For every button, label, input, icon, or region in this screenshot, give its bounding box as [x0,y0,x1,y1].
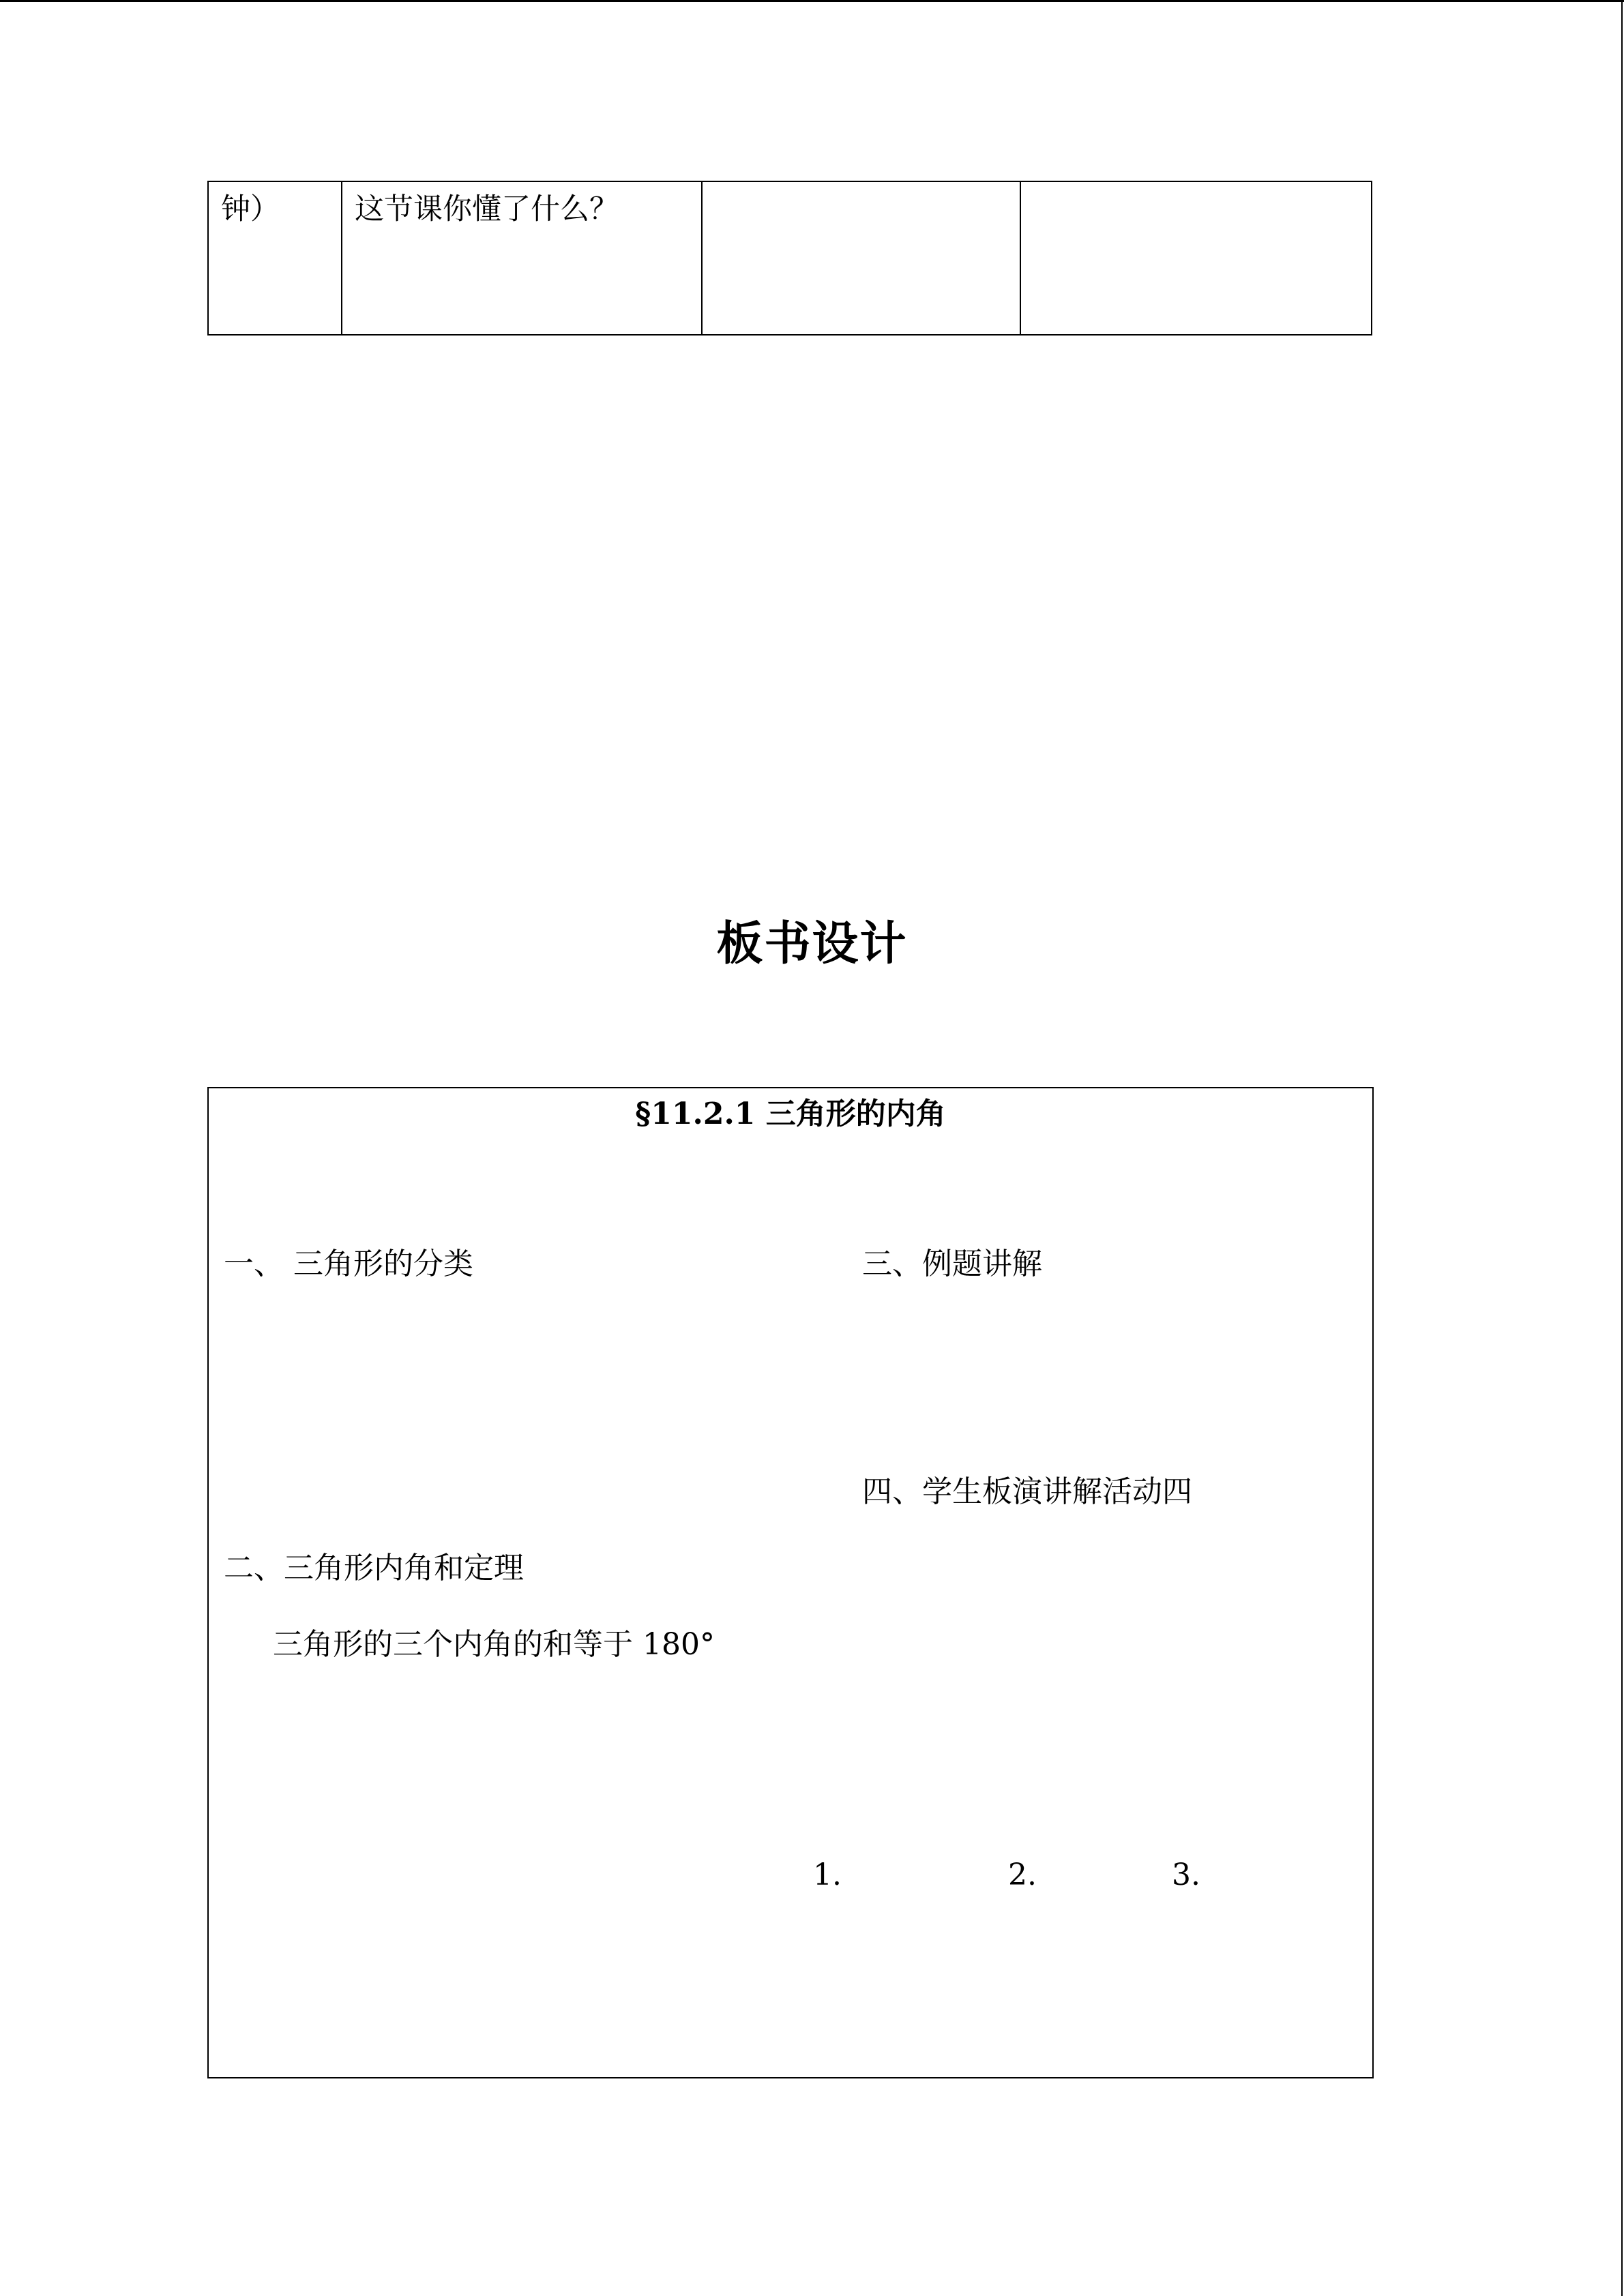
page-top-rule [0,0,1624,2]
table-cell-empty [702,181,1020,335]
board-number-item: 1. [813,1858,842,1892]
table-cell-question: 这节课你懂了什么？ [342,181,702,335]
board-section-classification: 一、 三角形的分类 [224,1247,473,1281]
board-number-item: 3. [1172,1858,1200,1892]
section-heading: 板书设计 [716,916,908,971]
board-number-item: 2. [1008,1858,1037,1892]
table-cell-empty [1020,181,1372,335]
page-right-rule [1621,0,1623,2296]
table-cell-time: 钟） [208,181,342,335]
board-section-examples: 三、例题讲解 [862,1247,1042,1281]
board-section-angle-sum: 二、三角形内角和定理 [224,1551,524,1585]
board-section-student-practice: 四、学生板演讲解活动四 [862,1474,1192,1509]
board-theorem-text: 三角形的三个内角的和等于 180° [273,1627,715,1662]
board-title: §11.2.1 三角形的内角 [635,1097,946,1131]
board-design-box [207,1087,1374,2078]
table-row [208,181,1372,335]
lesson-table-fragment [207,181,1372,336]
